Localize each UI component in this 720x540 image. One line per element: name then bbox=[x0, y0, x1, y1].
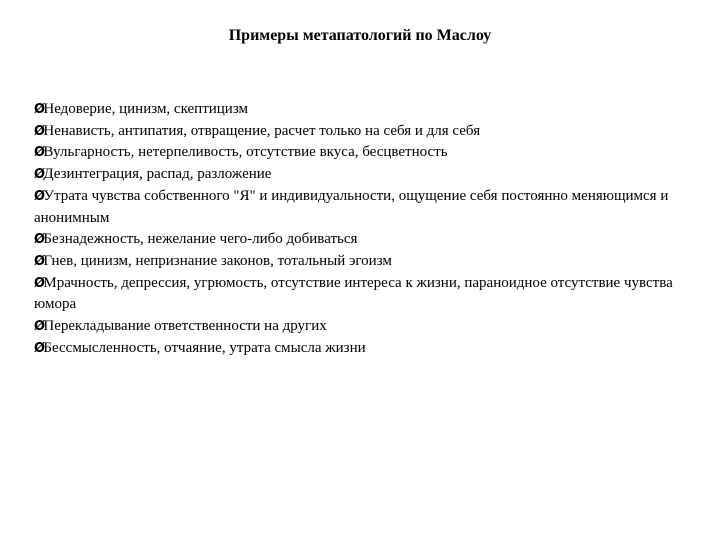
list-item-text: Ненависть, антипатия, отвращение, расчет только на себя и для себя bbox=[43, 122, 481, 139]
list-item-text: Утрата чувства собственного "Я" и индивидуальности, ощущение себя постоянно меняющимся и анонимным bbox=[34, 187, 669, 226]
list-item-text: Мрачность, депрессия, угрюмость, отсутствие интереса к жизни, параноидное отсутствие чувства юмора bbox=[34, 274, 673, 313]
arrow-bullet-icon: Ø bbox=[34, 275, 45, 291]
list-item-text: Вульгарность, нетерпеливость, отсутствие вкуса, бесцветность bbox=[43, 144, 448, 161]
arrow-bullet-icon: Ø bbox=[34, 102, 45, 117]
list-item bbox=[34, 316, 674, 338]
list-item bbox=[34, 338, 674, 360]
list-item-text: Безнадежность, нежелание чего-либо добиваться bbox=[43, 231, 358, 248]
list-item bbox=[34, 164, 674, 186]
list-item bbox=[34, 142, 674, 164]
arrow-bullet-icon: Ø bbox=[34, 145, 45, 161]
list-item bbox=[34, 99, 674, 121]
list-item bbox=[34, 121, 674, 143]
arrow-bullet-icon: Ø bbox=[34, 167, 45, 183]
arrow-bullet-icon: Ø bbox=[34, 319, 45, 335]
list-item-text: Гнев, цинизм, непризнание законов, тотальный эгоизм bbox=[43, 252, 392, 269]
arrow-bullet-icon: Ø bbox=[34, 188, 45, 204]
arrow-bullet-icon: Ø bbox=[34, 232, 45, 248]
list-item-text: Дезинтеграция, распад, разложение bbox=[43, 166, 272, 183]
arrow-bullet-icon: Ø bbox=[34, 340, 45, 356]
list-item-text: Недоверие, цинизм, скептицизм bbox=[43, 101, 249, 117]
arrow-bullet-icon: Ø bbox=[34, 253, 45, 269]
slide-title: Примеры метапатологий по Маслоу bbox=[228, 27, 492, 44]
metapathology-list bbox=[34, 99, 674, 359]
list-item bbox=[34, 229, 674, 251]
list-item bbox=[34, 273, 674, 316]
list-item-text: Перекладывание ответственности на других bbox=[43, 318, 327, 335]
arrow-bullet-icon: Ø bbox=[34, 123, 45, 139]
list-item bbox=[34, 186, 674, 229]
list-item-text: Бессмысленность, отчаяние, утрата смысла жизни bbox=[43, 339, 366, 356]
list-item bbox=[34, 251, 674, 273]
